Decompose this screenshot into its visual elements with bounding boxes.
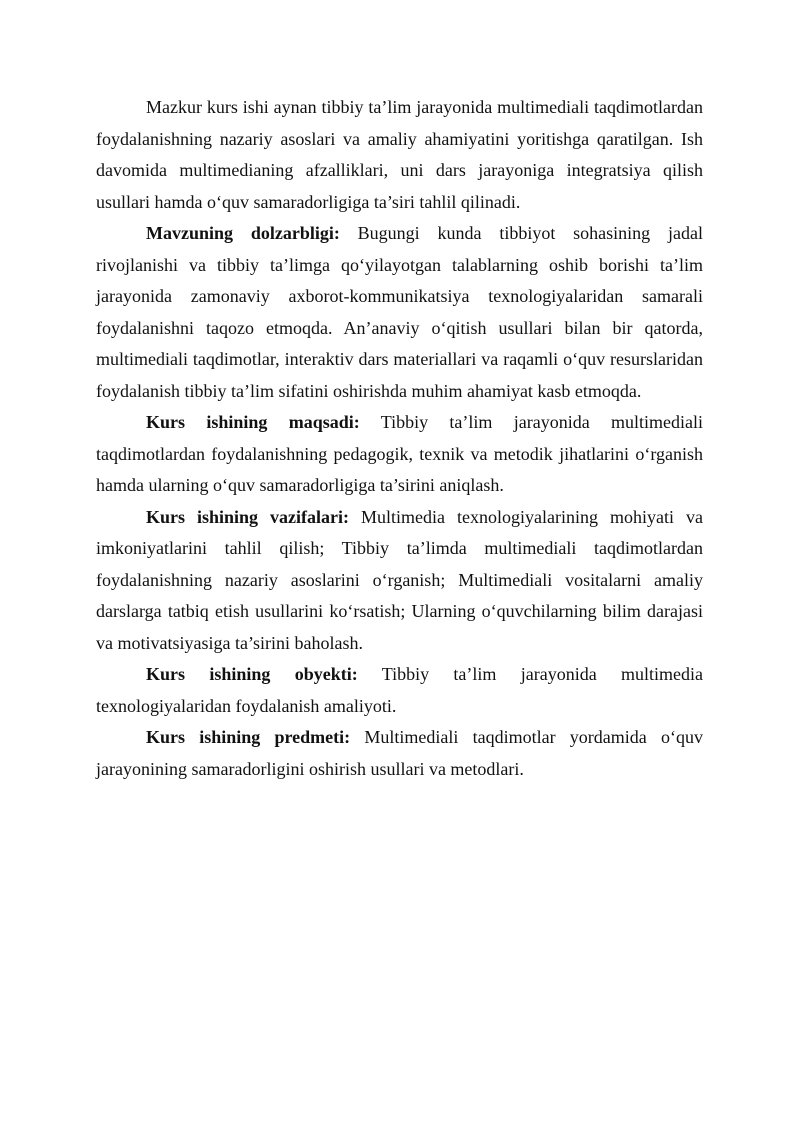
object-paragraph <box>96 659 703 722</box>
tasks-paragraph <box>96 502 703 660</box>
paragraph-text: Multimediali taqdimotlar yordamida o‘quv jarayonining samaradorligini oshirish usullari va metodlari. <box>96 727 703 779</box>
paragraph-text: Mazkur kurs ishi aynan tibbiy ta’lim jarayonida multimediali taqdimotlardan foydalanishning nazariy asoslari va amaliy ahamiyatini yoritishga qaratilgan. Ish davomida multimedianing afzalliklari, uni dars jarayoniga integratsiya qilish usullari hamda o‘quv samaradorligiga ta’siri tahlil qilinadi. <box>96 97 703 212</box>
subject-paragraph <box>96 722 703 785</box>
paragraph-text: Multimedia texnologiyalarining mohiyati va imkoniyatlarini tahlil qilish; Tibbiy ta’limda multimediali taqdimotlardan foydalanishning nazariy asoslarini o‘rganish; Multimediali vositalarni amaliy darslarga tatbiq etish usullarini ko‘rsatish; Ularning o‘quvchilarning bilim darajasi va motivatsiyasiga ta’sirini baholash. <box>96 506 703 653</box>
paragraph-text: Bugungi kunda tibbiyot sohasining jadal rivojlanishi va tibbiy ta’limga qo‘yilayotgan talablarning oshib borishi ta’lim jarayonida zamonaviy axborot-kommunikatsiya texnologiyalaridan samarali foydalanishni taqozo etmoqda. An’anaviy o‘qitish usullari bilan bir qatorda, multimediali taqdimotlar, interaktiv dars materiallari va raqamli o‘quv resurslaridan foydalanish tibbiy ta’lim sifatini oshirishda muhim ahamiyat kasb etmoqda. <box>96 223 703 401</box>
paragraph-heading: Kurs ishining obyekti: <box>146 664 358 684</box>
document-page <box>96 92 703 785</box>
paragraph-heading: Kurs ishining predmeti: <box>146 727 351 747</box>
goal-paragraph <box>96 407 703 502</box>
paragraph-text: Tibbiy ta’lim jarayonida multimedia texnologiyalaridan foydalanish amaliyoti. <box>96 664 703 716</box>
paragraph-heading: Kurs ishining vazifalari: <box>146 506 350 527</box>
paragraph-text: Tibbiy ta’lim jarayonida multimediali taqdimotlardan foydalanishning pedagogik, texnik va metodik jihatlarini o‘rganish hamda ularning o‘quv samaradorligiga ta’sirini aniqlash. <box>96 412 703 495</box>
intro-paragraph <box>96 92 703 218</box>
relevance-paragraph <box>96 218 703 407</box>
paragraph-heading: Mavzuning dolzarbligi: <box>146 223 340 243</box>
paragraph-heading: Kurs ishining maqsadi: <box>146 412 360 432</box>
